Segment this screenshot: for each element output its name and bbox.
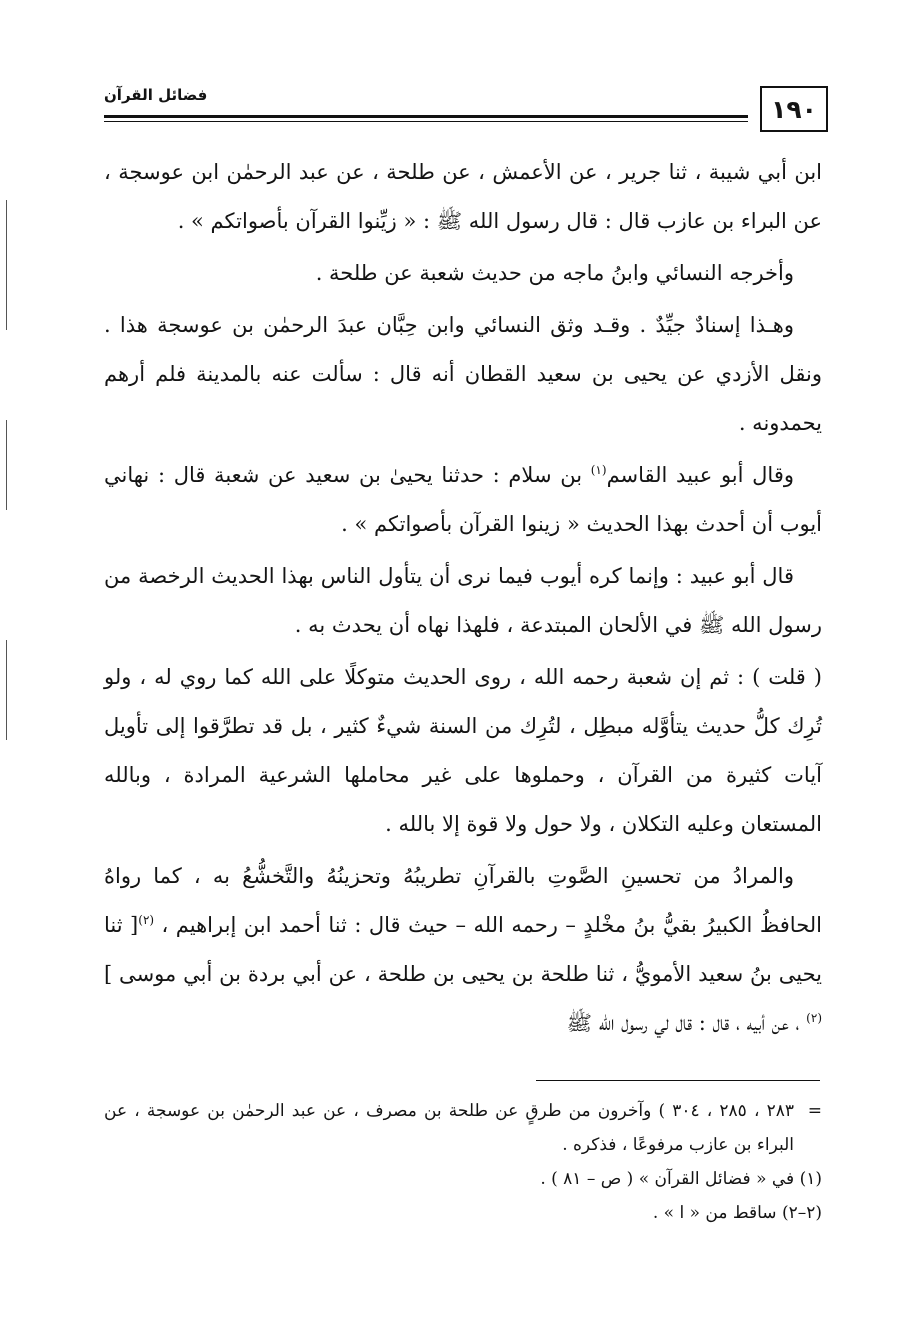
footnote-2: (٢–٢) ساقط من « ا » . — [652, 1203, 822, 1223]
scan-edge-mark — [6, 640, 7, 740]
continuation-mark: = — [807, 1101, 822, 1121]
paragraph-7-text-b: [ ثنا يحيى بنُ سعيد الأمويُّ ، ثنا طلحة بن يحيى بن طلحة ، عن أبي بردة بن أبي موسى ] — [104, 913, 822, 986]
paragraph-7 — [104, 852, 822, 1048]
footnote-continuation — [104, 1094, 822, 1162]
header-rule-thin — [104, 121, 748, 122]
paragraph-3: وهـذا إسنادٌ جيِّدٌ . وقـد وثق النسائي وابن حِبَّان عبدَ الرحمٰن بن عوسجة هذا . ونقل الأزدي عن يحيى بن سعيد القطان أنه قال : سألت عنه بالمدينة فلم أرهم يحمدونه . — [104, 313, 822, 435]
paragraph-6: ( قلت ) : ثم إن شعبة رحمه الله ، روى الحديث متوكلًا على الله كما روي له ، ولو تُرِك كلُّ حديث يتأوَّله مبطِل ، لتُرِك من السنة شيءٌ كثير ، بل قد تطرَّقوا إلى تأويل آيات كثيرة من القرآن ، وحملوها على غير محاملها الشرعية المرادة ، وبالله المستعان وعليه التكلان ، ولا حول ولا قوة إلا بالله . — [104, 665, 822, 836]
header-rule-thick — [104, 115, 748, 118]
paragraph-5: قال أبو عبيد : وإنما كره أيوب فيما نرى أن يتأول الناس بهذا الحديث الرخصة من رسول الله ﷺ في الألحان المبتدعة ، فلهذا نهاه أن يحدث به . — [104, 564, 822, 637]
paragraph-2: وأخرجه النسائي وابنُ ماجه من حديث شعبة عن طلحة . — [315, 261, 794, 285]
footnote-separator — [536, 1080, 820, 1081]
page-header — [104, 86, 828, 134]
paragraph-4 — [104, 451, 822, 549]
paragraph-4-text-b: بن سلام : حدثنا يحيىٰ بن سعيد عن شعبة قال : نهاني أيوب أن أحدث بهذا الحديث « زينوا القرآن بأصواتكم » . — [104, 463, 822, 536]
scan-edge-mark — [6, 200, 7, 330]
main-text — [104, 148, 822, 1051]
footnote-ref-1: (١) — [590, 463, 607, 477]
paragraph-7-text-a: والمرادُ من تحسينِ الصَّوتِ بالقرآنِ تطريبُهُ وتحزينُهُ والتَّخشُّعُ به ، كما رواهُ الحافظُ الكبيرُ بقيُّ بنُ مخْلدٍ – رحمه الله – حيث قال : ثنا أحمد ابن إبراهيم ، — [104, 864, 822, 937]
footnote-ref-2-end: (٢) — [806, 1011, 822, 1025]
footnote-ref-2-start: (٢) — [138, 913, 155, 927]
paragraph-1: ابن أبي شيبة ، ثنا جرير ، عن الأعمش ، عن طلحة ، عن عبد الرحمٰن ابن عوسجة ، عن البراء بن عازب قال : قال رسول الله ﷺ : « زيِّنوا القرآن بأصواتكم » . — [104, 160, 822, 233]
running-title: فضائل القرآن — [104, 86, 208, 104]
footnotes — [104, 1094, 822, 1230]
paragraph-4-text-a: وقال أبو عبيد القاسم — [606, 463, 794, 487]
footnote-1: (١) في « فضائل القرآن » ( ص – ٨١ ) . — [540, 1169, 822, 1189]
footnote-continuation-text: ٢٨٣ ، ٢٨٥ ، ٣٠٤ ) وآخرون من طرقٍ عن طلحة بن مصرف ، عن عبد الرحمٰن بن عوسجة ، عن البراء بن عازب مرفوعًا ، فذكره . — [104, 1101, 795, 1155]
page-number: ١٩٠ — [760, 86, 828, 132]
paragraph-7-text-c: ، عن أبيه ، قال : قال لي رسول الله ﷺ — [566, 1011, 807, 1035]
scan-edge-mark — [6, 420, 7, 510]
